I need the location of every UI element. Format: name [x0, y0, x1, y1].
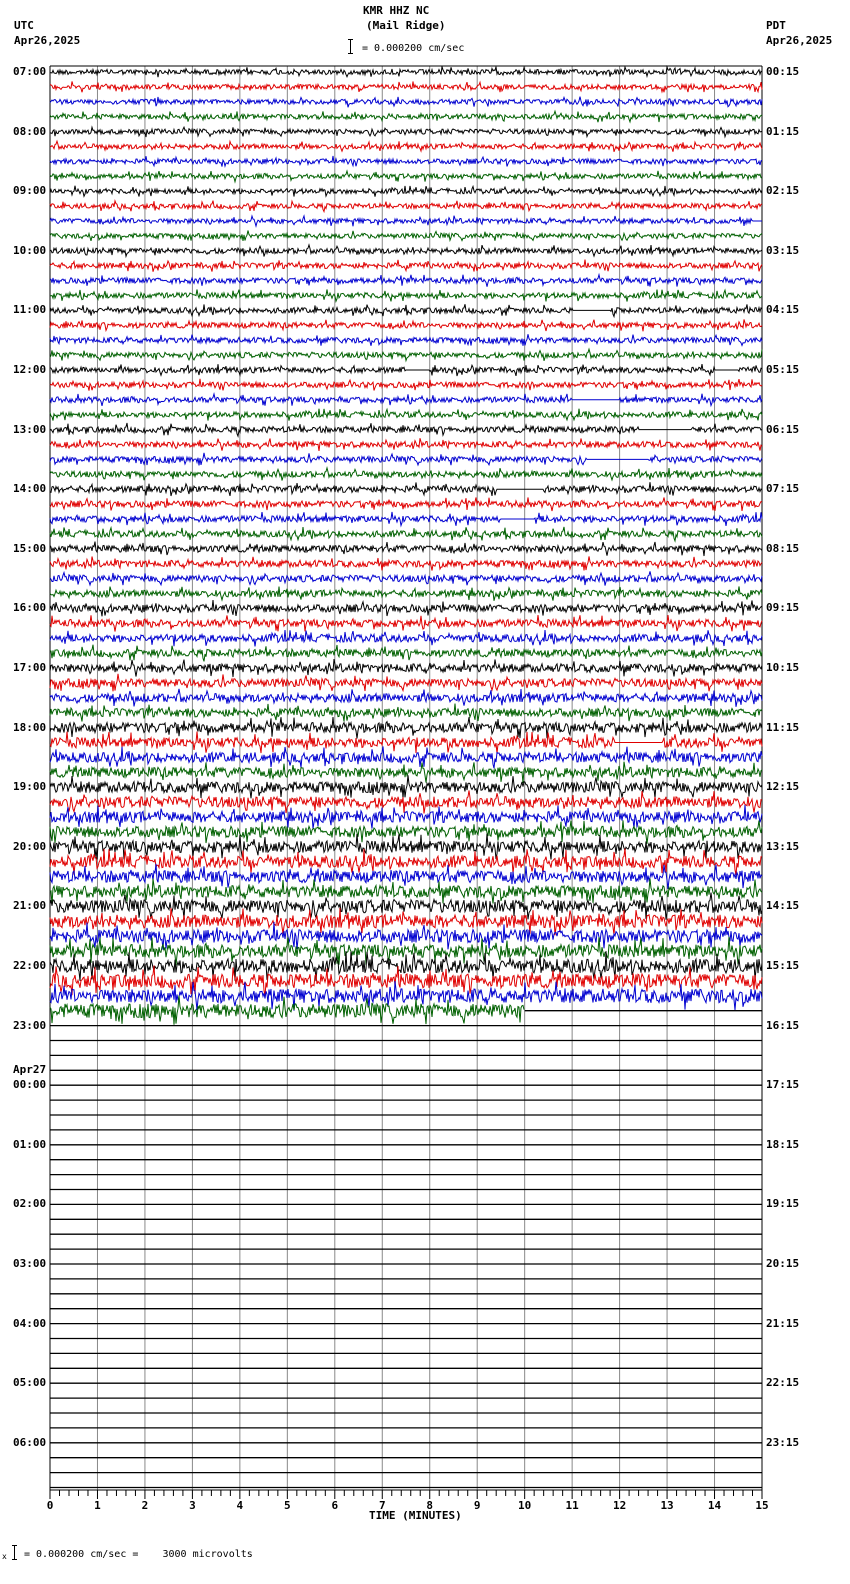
utc-time-label: 16:00 — [13, 601, 47, 615]
local-time-label: 22:15 — [766, 1376, 800, 1390]
utc-time-label: 07:00 — [13, 65, 47, 78]
seismic-trace — [50, 864, 762, 889]
local-time-label: 12:15 — [766, 780, 800, 794]
utc-time-label: 05:00 — [13, 1376, 47, 1390]
seismic-trace — [50, 600, 762, 616]
footer-scale-bar-bottom — [12, 1559, 17, 1560]
seismic-trace — [50, 394, 762, 406]
right-date: Apr26,2025 — [766, 34, 833, 47]
x-tick-label: 12 — [612, 1499, 627, 1512]
seismic-trace — [50, 289, 762, 301]
x-tick-label: 0 — [46, 1499, 54, 1512]
utc-time-label: 01:00 — [13, 1137, 47, 1151]
local-time-label: 18:15 — [766, 1137, 800, 1151]
seismic-trace — [50, 81, 762, 92]
seismic-trace — [50, 482, 762, 496]
station-location: (Mail Ridge) — [366, 19, 446, 32]
local-time-label: 10:15 — [766, 661, 800, 674]
seismic-trace — [50, 630, 762, 646]
seismic-trace — [50, 542, 762, 556]
seismic-trace — [50, 349, 762, 361]
local-time-label: 09:15 — [766, 601, 800, 615]
x-tick-label: 9 — [473, 1499, 481, 1512]
local-time-label: 17:15 — [766, 1078, 800, 1092]
seismic-trace — [50, 674, 762, 692]
x-tick-label: 7 — [378, 1499, 386, 1512]
seismic-trace — [50, 245, 762, 257]
seismic-trace — [50, 717, 762, 738]
seismic-trace — [50, 762, 762, 783]
seismic-trace — [50, 704, 762, 722]
seismic-trace — [50, 156, 762, 167]
local-time-label: 13:15 — [766, 839, 800, 853]
x-tick-label: 14 — [707, 1499, 722, 1512]
seismic-trace — [50, 689, 762, 707]
seismic-trace — [50, 231, 762, 241]
local-time-label: 21:15 — [766, 1316, 800, 1330]
seismic-trace — [50, 775, 762, 798]
footer-scale-bar-icon — [14, 1545, 15, 1560]
local-time-label: 03:15 — [766, 243, 800, 257]
utc-time-label: 22:00 — [13, 959, 47, 972]
x-tick-label: 4 — [236, 1499, 244, 1512]
seismic-trace — [50, 304, 762, 316]
seismic-trace — [50, 556, 762, 570]
seismic-trace — [50, 615, 762, 632]
x-tick-label: 6 — [331, 1499, 339, 1512]
utc-time-label: 03:00 — [13, 1257, 47, 1270]
x-tick-label: 3 — [189, 1499, 196, 1512]
seismic-trace — [50, 171, 762, 182]
utc-time-label: 17:00 — [13, 661, 47, 674]
utc-time-label: 15:00 — [13, 541, 47, 555]
seismic-trace — [50, 334, 762, 346]
seismic-trace — [50, 319, 762, 331]
seismic-trace — [50, 820, 762, 843]
utc-time-label: 08:00 — [13, 124, 47, 138]
seismic-trace — [50, 201, 762, 212]
x-tick-label: 11 — [565, 1499, 579, 1512]
utc-time-label: 21:00 — [13, 899, 47, 913]
local-time-label: 02:15 — [766, 184, 800, 198]
local-time-label: 14:15 — [766, 899, 800, 913]
x-tick-label: 8 — [426, 1499, 434, 1512]
seismic-trace — [50, 497, 762, 511]
seismic-trace — [50, 275, 762, 287]
footer-scale-text: = 0.000200 cm/sec = 3000 microvolts — [24, 1549, 253, 1560]
utc-time-label: 09:00 — [13, 184, 47, 198]
station-title: KMR HHZ NC — [363, 4, 430, 17]
seismic-trace — [50, 922, 762, 950]
x-tick-label: 10 — [518, 1499, 532, 1512]
x-tick-label: 2 — [141, 1499, 149, 1512]
seismic-trace — [50, 438, 762, 451]
seismic-trace — [50, 216, 762, 227]
x-tick-label: 5 — [284, 1499, 291, 1512]
utc-time-label: 11:00 — [13, 303, 47, 317]
seismic-trace — [50, 981, 762, 1011]
utc-time-label: 20:00 — [13, 839, 47, 853]
utc-date-label: Apr27 — [13, 1063, 47, 1077]
seismic-trace — [50, 453, 762, 466]
local-time-label: 04:15 — [766, 303, 800, 317]
seismic-trace — [50, 645, 762, 662]
utc-time-label: 10:00 — [13, 243, 47, 257]
utc-time-label: 02:00 — [13, 1197, 47, 1211]
utc-time-label: 12:00 — [13, 363, 47, 376]
utc-time-label: 14:00 — [13, 482, 47, 496]
left-date: Apr26,2025 — [14, 34, 81, 47]
utc-time-label: 13:00 — [13, 422, 47, 436]
local-time-label: 20:15 — [766, 1257, 800, 1270]
seismic-trace — [50, 127, 762, 137]
seismic-trace — [50, 512, 762, 526]
scale-label: = 0.000200 cm/sec — [362, 43, 465, 54]
left-timezone: UTC — [14, 19, 34, 32]
x-tick-label: 13 — [660, 1499, 674, 1512]
local-time-label: 07:15 — [766, 482, 800, 496]
local-time-label: 19:15 — [766, 1197, 800, 1211]
local-time-label: 15:15 — [766, 959, 800, 972]
seismic-trace — [50, 379, 762, 391]
local-time-label: 16:15 — [766, 1018, 800, 1032]
seismic-trace — [50, 260, 762, 272]
local-time-label: 01:15 — [766, 124, 800, 138]
seismic-trace — [50, 111, 762, 122]
seismic-trace — [50, 966, 762, 997]
local-time-label: 23:15 — [766, 1435, 800, 1449]
footer-scale-bar-top — [12, 1545, 17, 1546]
utc-time-label: 00:00 — [13, 1078, 47, 1092]
seismic-trace — [50, 527, 762, 541]
seismic-trace — [50, 805, 762, 829]
local-time-label: 11:15 — [766, 720, 800, 734]
utc-time-label: 23:00 — [13, 1018, 47, 1032]
local-time-label: 08:15 — [766, 541, 800, 555]
seismic-trace — [50, 468, 762, 481]
seismic-trace — [50, 364, 762, 376]
utc-time-label: 06:00 — [13, 1435, 47, 1449]
seismic-trace — [50, 571, 762, 585]
utc-time-label: 19:00 — [13, 780, 47, 794]
seismic-trace — [50, 186, 762, 197]
seismic-trace — [50, 732, 762, 754]
seismic-trace — [50, 659, 762, 677]
seismic-trace — [50, 423, 762, 436]
x-axis-title: TIME (MINUTES) — [369, 1509, 462, 1522]
utc-time-label: 18:00 — [13, 720, 47, 734]
seismic-trace — [50, 67, 762, 78]
utc-time-label: 04:00 — [13, 1316, 47, 1330]
x-tick-label: 1 — [94, 1499, 101, 1512]
local-time-label: 06:15 — [766, 422, 800, 436]
seismic-trace — [50, 586, 762, 600]
x-tick-label: 15 — [755, 1499, 769, 1512]
seismic-trace — [50, 746, 762, 768]
seismic-trace — [50, 879, 762, 905]
right-timezone: PDT — [766, 19, 786, 32]
seismic-trace — [50, 141, 762, 152]
seismic-trace — [50, 834, 762, 860]
seismic-trace — [50, 97, 762, 108]
local-time-label: 05:15 — [766, 363, 800, 376]
seismic-trace — [50, 409, 762, 421]
footer-mark: x — [2, 1552, 7, 1561]
local-time-label: 00:15 — [766, 65, 800, 78]
